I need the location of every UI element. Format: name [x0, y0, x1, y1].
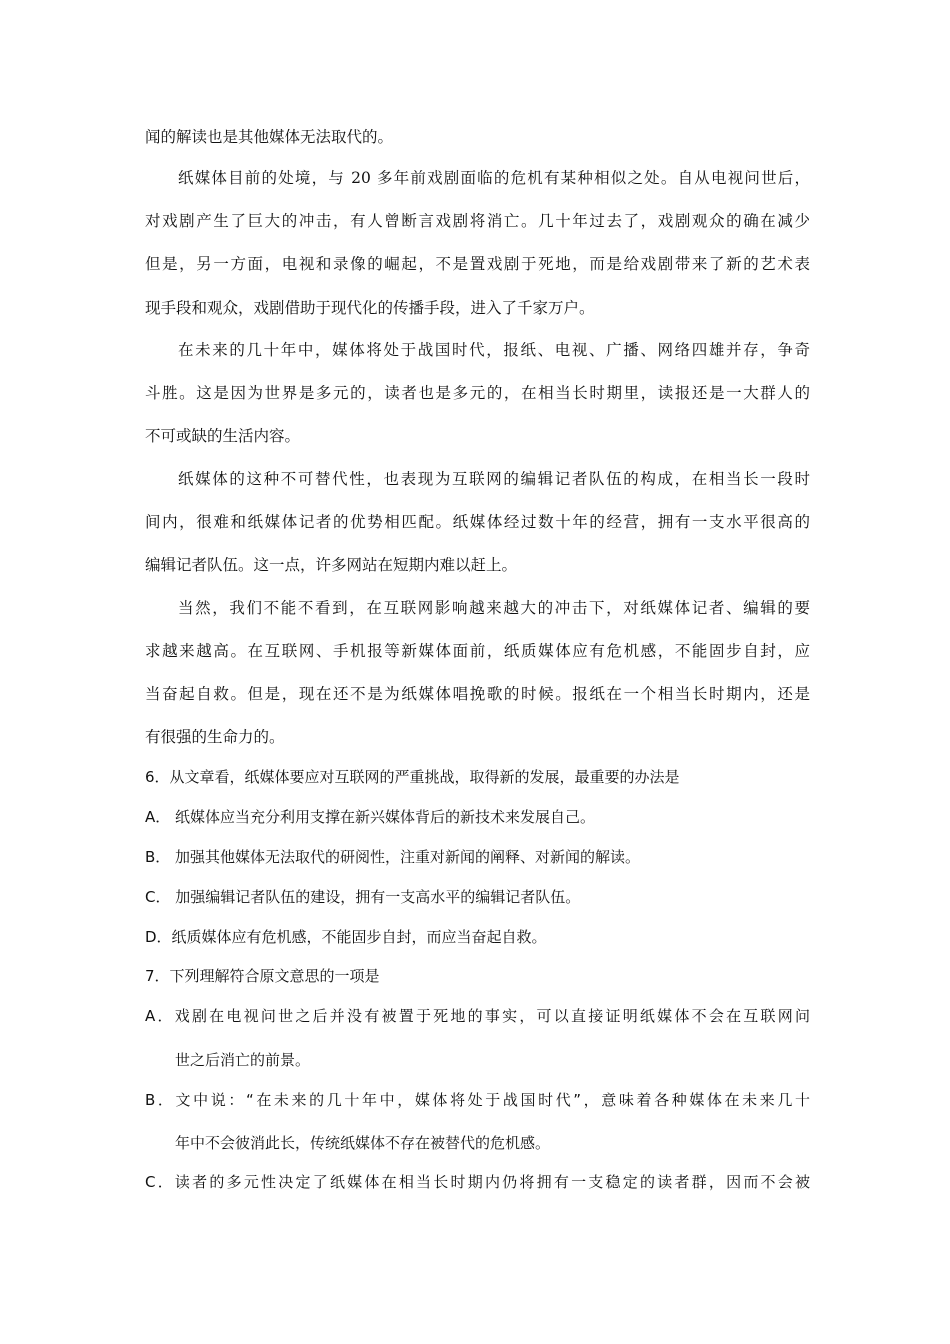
article-line: 求越来越高。在互联网、手机报等新媒体面前，纸质媒体应有危机感，不能固步自封，应 — [145, 642, 810, 660]
article-line: 有很强的生命力的。 — [145, 728, 285, 746]
question-6-stem: 6．从文章看，纸媒体要应对互联网的严重挑战，取得新的发展，最重要的办法是 — [145, 768, 680, 786]
article-line: 现手段和观众，戏剧借助于现代化的传播手段，进入了千家万户。 — [145, 299, 595, 317]
article-line: 当然，我们不能不看到，在互联网影响越来越大的冲击下，对纸媒体记者、编辑的要 — [178, 599, 810, 617]
article-line: 间内，很难和纸媒体记者的优势相匹配。纸媒体经过数十年的经营，拥有一支水平很高的 — [145, 513, 810, 531]
question-7-option-a-continued: 世之后消亡的前景。 — [175, 1051, 311, 1069]
article-line: 斗胜。这是因为世界是多元的，读者也是多元的，在相当长时期里，读报还是一大群人的 — [145, 384, 810, 402]
question-6-option-a: A． 纸媒体应当充分利用支撑在新兴媒体背后的新技术来发展自己。 — [145, 808, 596, 826]
article-line: 当奋起自救。但是，现在还不是为纸媒体唱挽歌的时候。报纸在一个相当长时期内，还是 — [145, 685, 810, 703]
question-7-option-c: C．读者的多元性决定了纸媒体在相当长时期内仍将拥有一支稳定的读者群，因而不会被 — [145, 1173, 810, 1191]
article-line: 纸媒体的这种不可替代性，也表现为互联网的编辑记者队伍的构成，在相当长一段时 — [178, 470, 810, 488]
question-7-option-b-continued: 年中不会彼消此长，传统纸媒体不存在被替代的危机感。 — [175, 1134, 551, 1152]
article-line: 不可或缺的生活内容。 — [145, 427, 301, 445]
article-line: 在未来的几十年中，媒体将处于战国时代，报纸、电视、广播、网络四雄并存，争奇 — [178, 341, 810, 359]
question-6-option-c: C． 加强编辑记者队伍的建设，拥有一支高水平的编辑记者队伍。 — [145, 888, 581, 906]
question-6-option-b: B． 加强其他媒体无法取代的研阅性，注重对新闻的阐释、对新闻的解读。 — [145, 848, 641, 866]
article-line: 编辑记者队伍。这一点，许多网站在短期内难以赶上。 — [145, 556, 518, 574]
article-line: 纸媒体目前的处境，与 20 多年前戏剧面临的危机有某种相似之处。自从电视问世后， — [178, 169, 810, 187]
question-6-option-d: D．纸质媒体应有危机感，不能固步自封，而应当奋起自救。 — [145, 928, 547, 946]
question-7-stem: 7．下列理解符合原文意思的一项是 — [145, 967, 380, 985]
question-7-option-b: B．文中说：“在未来的几十年中，媒体将处于战国时代”，意味着各种媒体在未来几十 — [145, 1091, 810, 1109]
article-line: 对戏剧产生了巨大的冲击，有人曾断言戏剧将消亡。几十年过去了，戏剧观众的确在减少 — [145, 212, 810, 230]
article-line: 闻的解读也是其他媒体无法取代的。 — [145, 128, 394, 146]
article-line: 但是，另一方面，电视和录像的崛起，不是置戏剧于死地，而是给戏剧带来了新的艺术表 — [145, 255, 810, 273]
question-7-option-a: A．戏剧在电视问世之后并没有被置于死地的事实，可以直接证明纸媒体不会在互联网问 — [145, 1007, 810, 1025]
